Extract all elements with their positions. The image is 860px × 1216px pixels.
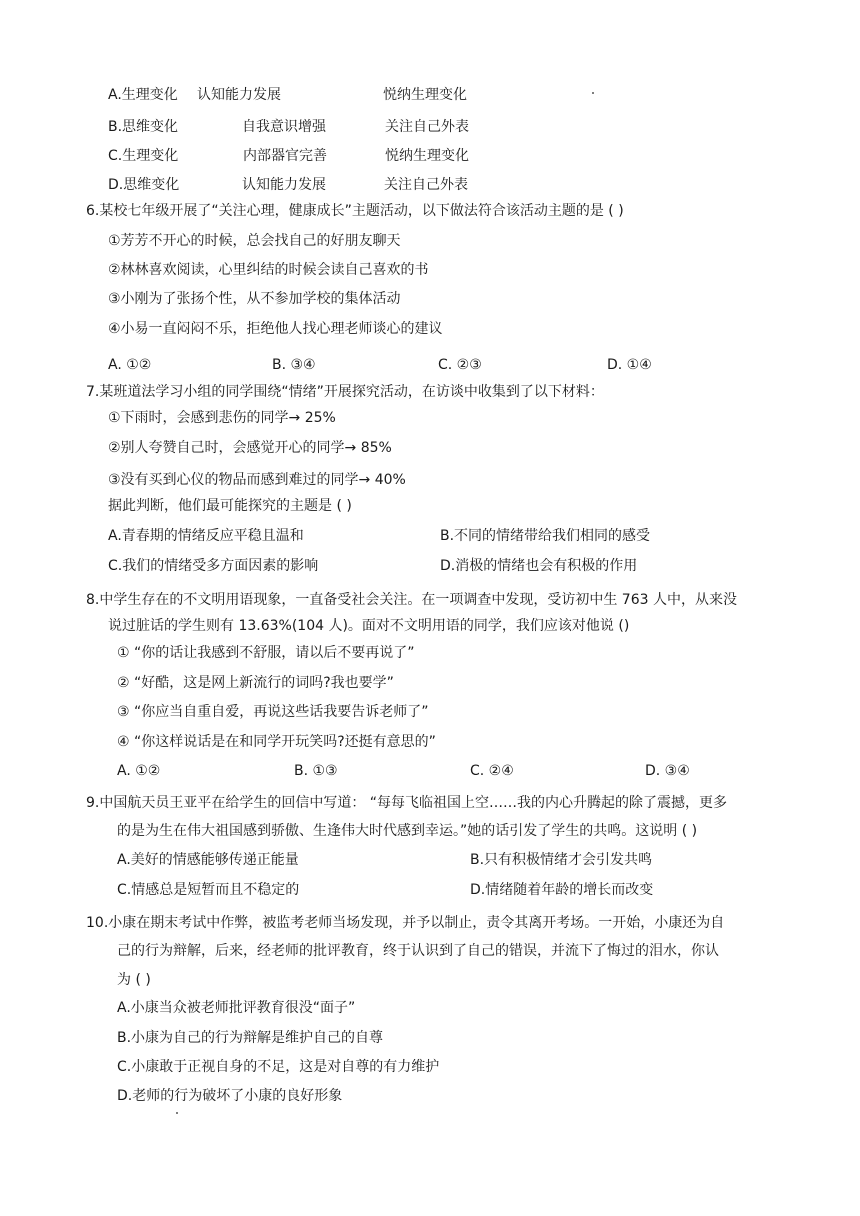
q10-option-c: C.小康敢于正视自身的不足，这是对自尊的有力维护	[117, 1059, 440, 1075]
q10-option-a: A.小康当众被老师批评教育很没“面子”	[117, 1000, 356, 1016]
q5-option-d-col2: 认知能力发展	[242, 177, 326, 193]
q10-option-d: D.老师的行为破坏了小康的良好形象	[117, 1088, 343, 1104]
q6-item-2: ②林林喜欢阅读，心里纠结的时候会读自己喜欢的书	[108, 262, 429, 278]
q7-stem: 7.某班道法学习小组的同学围绕“情绪”开展探究活动，在访谈中收集到了以下材料：	[86, 384, 604, 400]
q8-stem-line-1: 8.中学生存在的不文明用语现象，一直备受社会关注。在一项调查中发现，受访初中生 763 人中，从来没	[86, 592, 737, 608]
q8-item-3: ③ “你应当自重自爱，再说这些话我要告诉老师了”	[117, 704, 429, 720]
q10-option-b: B.小康为自己的行为辩解是维护自己的自尊	[117, 1030, 384, 1046]
scan-speck-top	[592, 92, 594, 94]
q8-option-d: D. ③④	[645, 763, 690, 779]
q7-item-3: ③没有买到心仪的物品而感到难过的同学→ 40%	[108, 472, 406, 488]
q6-item-3: ③小刚为了张扬个性，从不参加学校的集体活动	[108, 291, 401, 307]
q9-option-a: A.美好的情感能够传递正能量	[117, 852, 299, 868]
q8-option-a: A. ①②	[117, 763, 161, 779]
q10-stem-line-1: 10.小康在期末考试中作弊，被监考老师当场发现，并予以制止，责令其离开考场。一开始，小康还为自	[86, 915, 725, 931]
q6-item-4: ④小易一直闷闷不乐，拒绝他人找心理老师谈心的建议	[108, 321, 443, 337]
q6-stem: 6.某校七年级开展了“关注心理，健康成长”主题活动，以下做法符合该活动主题的是 ( )	[86, 203, 624, 219]
q8-stem-line-2: 说过脏话的学生则有 13.63%(104 人)。面对不文明用语的同学，我们应该对他说 ()	[108, 618, 630, 634]
q5-option-d-col3: 关注自己外表	[384, 177, 468, 193]
q5-option-a-col3: 悦纳生理变化	[383, 87, 467, 103]
q5-option-a: A.生理变化	[108, 87, 178, 103]
q5-option-b: B.思维变化	[108, 119, 179, 135]
q8-option-c: C. ②④	[470, 763, 514, 779]
q5-option-b-col3: 关注自己外表	[385, 119, 469, 135]
q9-option-c: C.情感总是短暂而且不稳定的	[117, 882, 300, 898]
q8-option-b: B. ①③	[294, 763, 338, 779]
q10-stem-line-2: 己的行为辩解，后来，经老师的批评教育，终于认识到了自己的错误，并流下了悔过的泪水，你认	[117, 943, 719, 959]
q9-option-b: B.只有积极情绪才会引发共鸣	[470, 852, 653, 868]
q8-item-2: ② “好酷，这是网上新流行的词吗?我也要学”	[117, 675, 394, 691]
q6-option-c: C. ②③	[438, 357, 482, 373]
q5-option-b-col2: 自我意识增强	[242, 119, 326, 135]
q6-option-a: A. ①②	[108, 357, 152, 373]
q5-option-a-col2: 认知能力发展	[197, 87, 281, 103]
q5-option-c-col2: 内部器官完善	[243, 148, 327, 164]
q6-option-d: D. ①④	[607, 357, 652, 373]
q7-option-d: D.消极的情绪也会有积极的作用	[440, 558, 638, 574]
q7-option-b: B.不同的情绪带给我们相同的感受	[440, 528, 651, 544]
scan-speck-bottom	[176, 1112, 178, 1114]
q5-option-c: C.生理变化	[108, 148, 179, 164]
q7-option-c: C.我们的情绪受多方面因素的影响	[108, 558, 319, 574]
q5-option-c-col3: 悦纳生理变化	[385, 148, 469, 164]
q7-question: 据此判断，他们最可能探究的主题是 ( )	[108, 498, 352, 514]
q9-stem-line-2: 的是为生在伟大祖国感到骄傲、生逢伟大时代感到幸运。”她的话引发了学生的共鸣。这说明 ( )	[117, 823, 698, 839]
q10-stem-line-3: 为 ( )	[117, 972, 151, 988]
q8-item-1: ① “你的话让我感到不舒服，请以后不要再说了”	[117, 645, 415, 661]
q7-item-2: ②别人夸赞自己时，会感觉开心的同学→ 85%	[108, 440, 392, 456]
q6-option-b: B. ③④	[272, 357, 316, 373]
q7-item-1: ①下雨时，会感到悲伤的同学→ 25%	[108, 410, 336, 426]
q5-option-d: D.思维变化	[108, 177, 180, 193]
q9-option-d: D.情绪随着年龄的增长而改变	[470, 882, 654, 898]
q7-option-a: A.青春期的情绪反应平稳且温和	[108, 528, 304, 544]
q6-item-1: ①芳芳不开心的时候，总会找自己的好朋友聊天	[108, 233, 401, 249]
q8-item-4: ④ “你这样说话是在和同学开玩笑吗?还挺有意思的”	[117, 734, 436, 750]
q9-stem-line-1: 9.中国航天员王亚平在给学生的回信中写道： “每每飞临祖国上空……我的内心升腾起的除了震撼，更多	[86, 795, 728, 811]
